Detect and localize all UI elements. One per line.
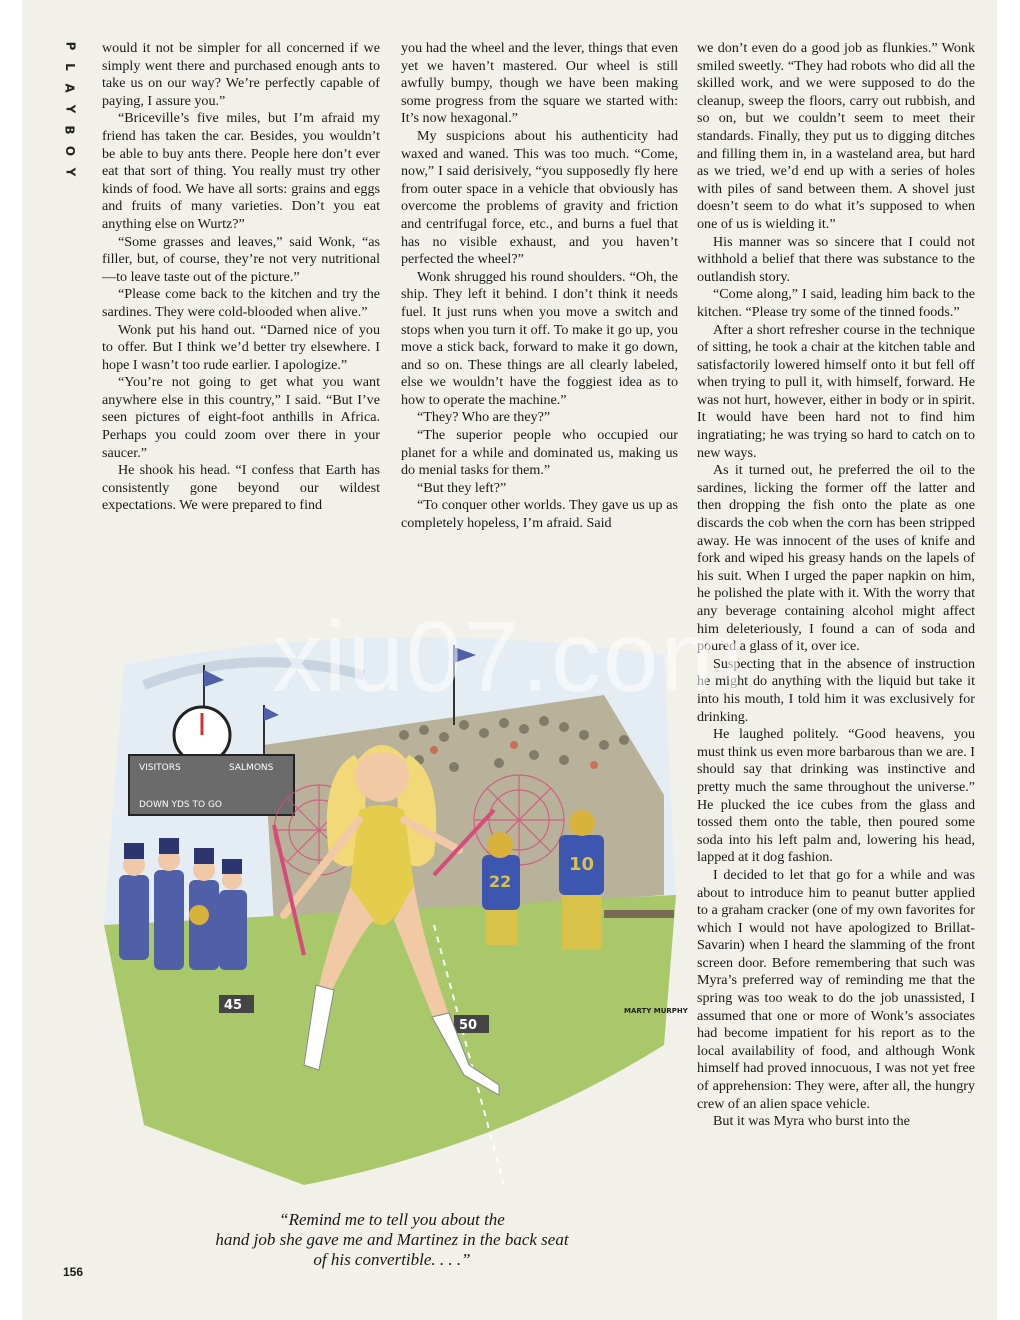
spine-letter: B (63, 125, 77, 135)
caption-line-1: “Remind me to tell you about the (279, 1210, 505, 1229)
scoreboard-home-label: SALMONS (229, 763, 274, 773)
page-number: 156 (63, 1265, 84, 1279)
spine-letter: Y (62, 167, 77, 177)
caption-line-2: hand job she gave me and Martinez in the back seat (215, 1230, 569, 1249)
article-paragraph: “Come along,” I said, leading him back to the kitchen. “Please try some of the tinned foods.” (697, 286, 975, 320)
scoreboard-downs-label: DOWN YDS TO GO (139, 800, 223, 810)
article-paragraph: As it turned out, he preferred the oil to the sardines, licking the former off the latter and then dropping the fish onto the plate as one discards the cob when the corn has been stripped away. He was innocent of the uses of knife and fork and wiped his greasy hands on the lapels of his suit. When I urged the paper napkin on him, he polished the plate with it. With the worry that any beverage containing alcohol might affect him deleteriously, I found a can of soda and poured a glass of it, over ice. (697, 462, 975, 655)
article-paragraph: “Some grasses and leaves,” said Wonk, “as filler, but, of course, they’re not very nutritional—to leave taste out of the picture.” (102, 233, 380, 285)
article-paragraph: “You’re not going to get what you want anywhere else in this country,” I said. “But I’ve seen pictures of eight-foot anthills in Africa. Perhaps you could zoom over there in your saucer.” (102, 374, 380, 461)
article-paragraph: “They? Who are they?” (417, 409, 551, 426)
spine-letter: A (62, 83, 77, 93)
article-column-3 (697, 40, 975, 1272)
article-paragraph: His manner was so sincere that I could not withhold a belief that there was substance to the outlandish story. (697, 233, 975, 285)
article-column-2 (401, 40, 678, 533)
cartoon-caption (162, 1210, 622, 1270)
spine-letter: L (63, 63, 77, 71)
article-paragraph: we don’t even do a good job as flunkies.” Wonk smiled sweetly. “They had robots who did all the skilled work, and we were supposed to do the cleanup, sweep the floors, carry out rubbish, and so on, but we couldn’t seem to meet their standards. Finally, they put us to digging ditches and filling them in, in a wasteland area, but hard as we tried, we’d end up with a series of holes with piles of sand between them. A shovel just doesn’t seem to do what it’s supposed to when one of us is wielding it.” (697, 40, 975, 232)
article-paragraph: But it was Myra who burst into the (713, 1113, 910, 1130)
article-paragraph: “To conquer other worlds. They gave us up as completely hopeless, I’m afraid. Said (401, 497, 678, 532)
article-paragraph: Suspecting that in the absence of instruction he might do anything with the liquid but take it into his mouth, I told him it was exclusively for drinking. (697, 655, 975, 725)
artist-signature: MARTY MURPHY (624, 1007, 688, 1015)
article-paragraph: I decided to let that go for a while and was about to introduce him to peanut butter applied to a graham cracker (one of my own favorites for which I would not have apologized to Brillat-Savarin) when I heard the slamming of the front screen door. Before remembering that such was Myra’s preferred way of reminding me that the spring was too weak to do the job unassisted, I assumed that one or more of Wonk’s associates had become impatient for his report as to the local availability of food, and although Wonk himself had proved innocuous, I was not yet free of apprehension: They were, after all, the hungry crew of an alien space vehicle. (697, 866, 975, 1112)
yard-marker-45: 45 (224, 998, 243, 1013)
watermark: xiu07.com (272, 601, 746, 713)
article-paragraph: “The superior people who occupied our planet for a while and dominated us, making us do menial tasks for them.” (401, 427, 678, 479)
article-paragraph: “Please come back to the kitchen and try the sardines. They were cold-blooded when alive.” (102, 286, 380, 320)
article-paragraph: My suspicions about his authenticity had waxed and waned. This was too much. “Come, now,” I said derisively, “you supposedly fly here from outer space in a vehicle that obviously has overcome the problems of gravity and friction and centrifugal force, etc., and burns a fuel that has no visible exhaust, and you haven’t perfected the wheel?” (401, 127, 678, 268)
article-paragraph: Wonk put his hand out. “Darned nice of you to offer. But I think we’d better try elsewhere. I hope I wasn’t too rude earlier. I apologize.” (102, 321, 380, 373)
article-paragraph: would it not be simpler for all concerned if we simply went there and purchased enough ants to take us on our way? We’re perfectly capable of paying, I assure you.” (102, 40, 380, 109)
article-paragraph: “Briceville’s five miles, but I’m afraid my friend has taken the car. Besides, you wouldn’t be able to buy ants there. People here don’t ever eat that sort of thing. You really must try other kinds of food. We have all sorts: grains and eggs and fruits of many varieties. Don’t you eat anything else on Wurtz?” (102, 110, 380, 232)
jersey-number-10: 10 (569, 854, 595, 875)
spine-letter: Y (62, 104, 77, 114)
article-paragraph: “But they left?” (417, 479, 507, 496)
spine-letter: P (62, 41, 77, 51)
article-paragraph: He shook his head. “I confess that Earth has consistently gone beyond our wildest expectations. We were prepared to find (102, 462, 380, 514)
spine-masthead (63, 40, 77, 178)
article-paragraph: Wonk shrugged his round shoulders. “Oh, the ship. They left it behind. I don’t think it needs fuel. It just runs when you move a switch and stops when you turn it off. To make it go up, you move a stick back, forward to make it go down, and so on. These things are all clearly labeled, else we wouldn’t have the foggiest idea as to how to operate the machine.” (401, 268, 678, 408)
article-column-1 (102, 40, 380, 515)
article-paragraph: you had the wheel and the lever, things that even yet we haven’t mastered. Our wheel is still awfully bumpy, though we have been making some progress from the square we started with: It’s now hexagonal.” (401, 40, 678, 127)
jersey-number-22: 22 (489, 872, 512, 891)
magazine-page (22, 0, 997, 1320)
article-paragraph: After a short refresher course in the technique of sitting, he took a chair at the kitchen table and satisfactorily lowered himself onto it but fell off when trying to pull it, with himself, forward. He was not hurt, however, either in body or in spirit. It would have been hard not to find him ingratiating; he was trying so hard to catch on to new ways. (697, 321, 975, 461)
yard-marker-50: 50 (459, 1018, 478, 1033)
article-paragraph: He laughed politely. “Good heavens, you must think us even more barbarous than we are. I should say that drinking was instinctive and pretty much the same throughout the universe.” He plucked the ice cubes from the glass and tossed them onto the table, then poured some soda into his left palm and, lowering his head, lapped at it dog fashion. (697, 726, 975, 866)
cartoon-illustration (104, 625, 688, 1193)
spine-letter: O (62, 145, 77, 157)
caption-line-3: of his convertible. . . .” (313, 1250, 471, 1269)
scoreboard-visitors-label: VISITORS (139, 763, 181, 773)
